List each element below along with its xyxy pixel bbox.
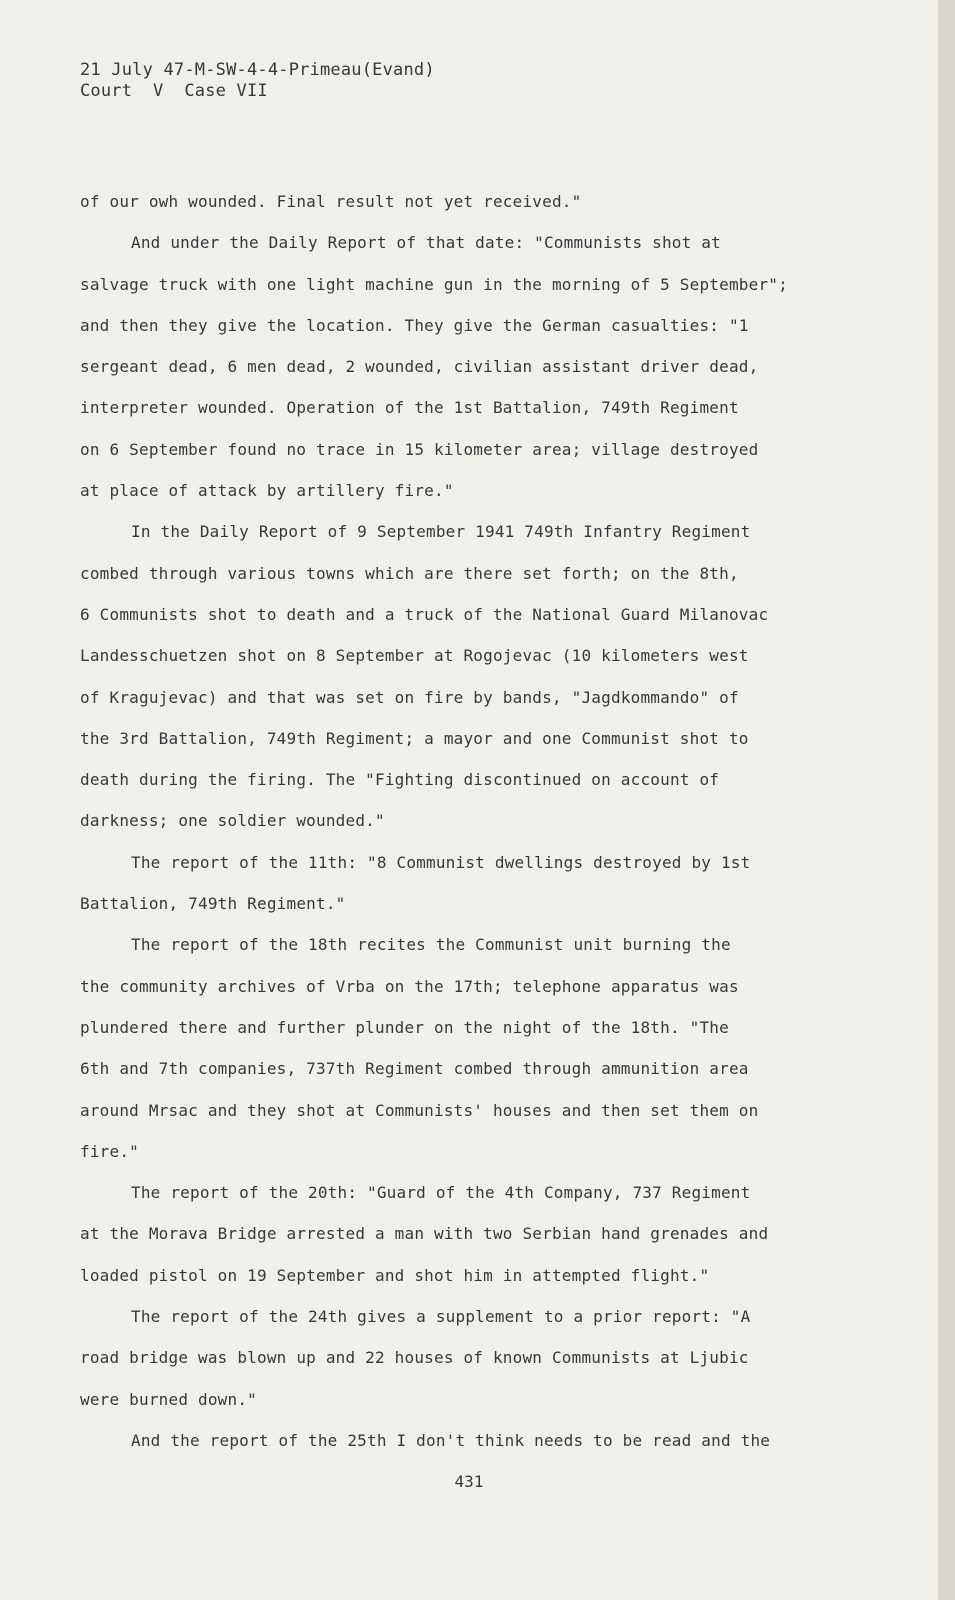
document-header [80,60,435,102]
text-line: were burned down." [80,1389,257,1409]
text-line: The report of the 24th gives a supplement to a prior report: "A [131,1307,751,1327]
text-line: And under the Daily Report of that date: "Communists shot at [131,233,721,253]
text-line: fire." [80,1141,139,1161]
text-line: around Mrsac and they shot at Communists' houses and then set them on [80,1100,759,1120]
text-line: at the Morava Bridge arrested a man with two Serbian hand grenades and [80,1224,769,1244]
text-line: and then they give the location. They give the German casualties: "1 [80,315,749,335]
text-line: on 6 September found no trace in 15 kilometer area; village destroyed [80,439,759,459]
text-line: road bridge was blown up and 22 houses of known Communists at Ljubic [80,1348,749,1368]
text-line: the community archives of Vrba on the 17th; telephone apparatus was [80,976,739,996]
text-line: plundered there and further plunder on the night of the 18th. "The [80,1017,729,1037]
header-court-line: Court V Case VII [80,81,268,101]
page-edge [938,0,955,1600]
text-line: The report of the 20th: "Guard of the 4th Company, 737 Regiment [131,1183,751,1203]
text-line: salvage truck with one light machine gun in the morning of 5 September"; [80,274,788,294]
text-line: of Kragujevac) and that was set on fire by bands, "Jagdkommando" of [80,687,739,707]
text-line: loaded pistol on 19 September and shot him in attempted flight." [80,1265,710,1285]
text-line: interpreter wounded. Operation of the 1st Battalion, 749th Regiment [80,398,739,418]
text-line: the 3rd Battalion, 749th Regiment; a mayor and one Communist shot to [80,728,749,748]
text-line: Battalion, 749th Regiment." [80,894,346,914]
text-line: sergeant dead, 6 men dead, 2 wounded, civilian assistant driver dead, [80,357,759,377]
text-line: 6th and 7th companies, 737th Regiment combed through ammunition area [80,1059,749,1079]
text-line: 6 Communists shot to death and a truck of the National Guard Milanovac [80,604,769,624]
page-number: 431 [454,1472,484,1491]
text-line: death during the firing. The "Fighting discontinued on account of [80,770,720,790]
text-line: Landesschuetzen shot on 8 September at Rogojevac (10 kilometers west [80,646,749,666]
text-line: combed through various towns which are there set forth; on the 8th, [80,563,739,583]
text-line: at place of attack by artillery fire." [80,481,454,501]
text-line: The report of the 11th: "8 Communist dwellings destroyed by 1st [131,852,751,872]
header-date-line: 21 July 47-M-SW-4-4-Primeau(Evand) [80,60,435,80]
text-line: The report of the 18th recites the Communist unit burning the [131,935,731,955]
text-line: In the Daily Report of 9 September 1941 749th Infantry Regiment [131,522,751,542]
text-line: of our owh wounded. Final result not yet received." [80,192,582,211]
transcript-body [80,181,850,1461]
text-line: And the report of the 25th I don't think needs to be read and the [131,1430,771,1450]
text-line: darkness; one soldier wounded." [80,811,385,831]
